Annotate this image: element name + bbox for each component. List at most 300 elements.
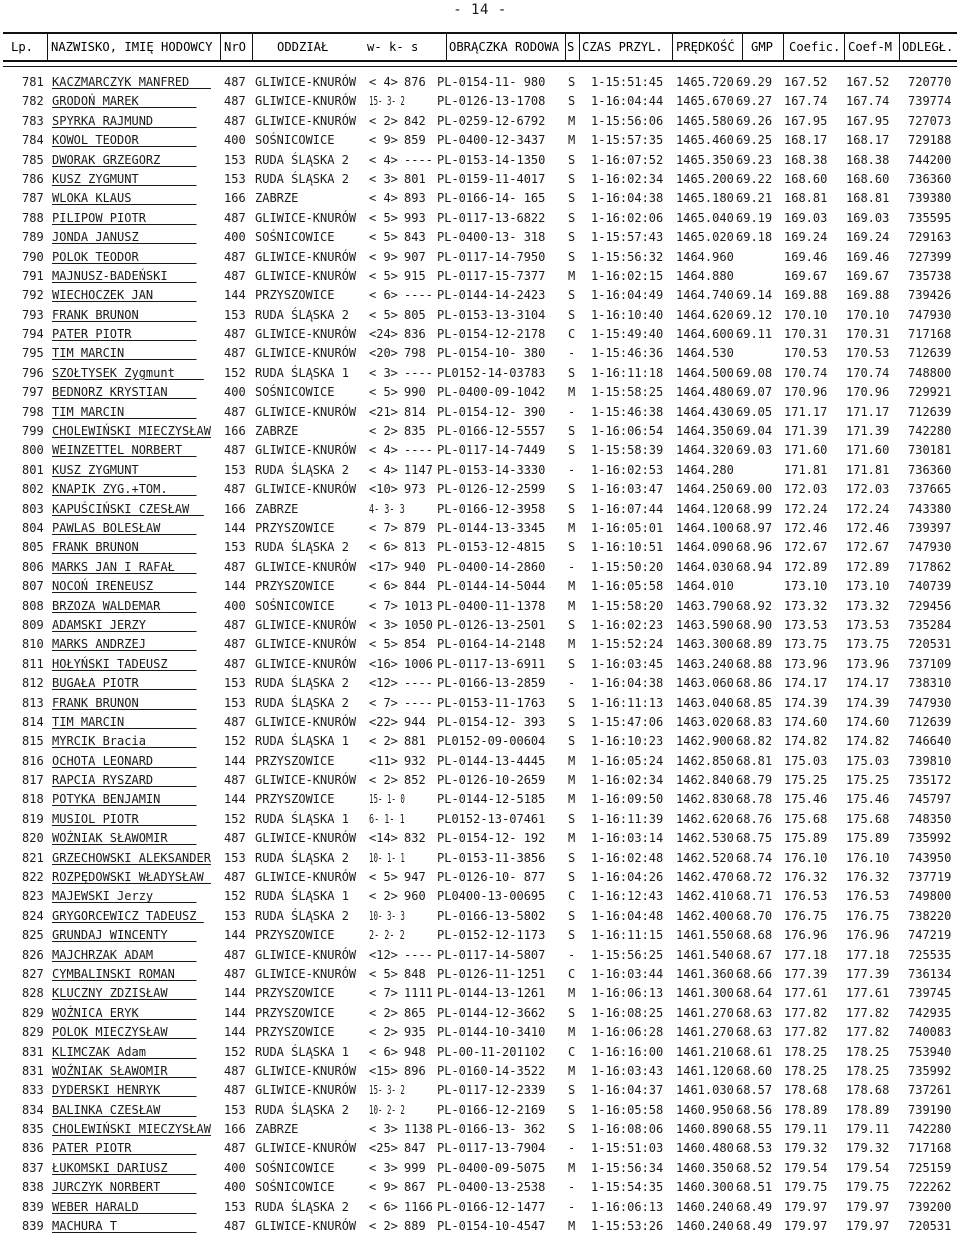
coef-value: 171.60 [784, 443, 828, 458]
coef-value: 179.32 [784, 1141, 828, 1156]
branch-number: 144 [224, 579, 246, 594]
sex-value: S [568, 1102, 576, 1117]
speed-value: 1462.850 [676, 753, 734, 768]
coef-value: 178.89 [784, 1102, 828, 1117]
branch-number: 153 [224, 676, 246, 691]
wks-value: ---- [404, 695, 433, 710]
row-lp: 809 [22, 617, 44, 632]
branch-name: RUDA ŚLĄSKA 1 [255, 1044, 349, 1059]
coefm-value: 176.32 [846, 870, 890, 885]
wks-value: 847 [404, 1141, 426, 1156]
table-row [0, 228, 960, 247]
speed-value: 1465.020 [676, 230, 734, 245]
wks-value: 881 [404, 734, 426, 749]
breeder-name: TIM MARCIN__________ [52, 346, 197, 361]
distance-value: 720531 [908, 637, 952, 652]
wks-value: 947 [404, 870, 426, 885]
speed-value: 1461.360 [676, 966, 734, 981]
breeder-name: KLUCZNY ZDZISŁAW____ [52, 986, 197, 1001]
coef-value: 169.03 [784, 210, 828, 225]
gmp-value: 69.07 [736, 385, 773, 400]
row-lp: 823 [22, 889, 44, 904]
wks-value: 876 [404, 75, 426, 89]
wks-value: < 6> [369, 288, 398, 303]
ring-number: PL-0400-13-2538 [437, 1180, 546, 1195]
coefm-value: 177.82 [846, 1005, 890, 1020]
coefm-value: 171.60 [846, 443, 890, 458]
breeder-name: KUSZ ZYGMUNT________ [52, 462, 197, 477]
speed-value: 1464.620 [676, 307, 734, 322]
wks-value: 1006 [404, 656, 433, 671]
sex-value: S [568, 365, 576, 380]
speed-value: 1462.830 [676, 792, 734, 807]
table-row [0, 1023, 960, 1042]
breeder-name: KLIMCZAK Adam_______ [52, 1044, 197, 1059]
branch-number: 153 [224, 1199, 246, 1214]
speed-value: 1464.010 [676, 579, 734, 594]
wks-value: <17> [369, 559, 398, 574]
header-separator [579, 34, 580, 60]
branch-number: 487 [224, 947, 246, 962]
gmp-value: 68.99 [736, 501, 773, 516]
table-row [0, 849, 960, 868]
ring-number: PL-0154-12- 393 [437, 714, 546, 729]
table-row [0, 1101, 960, 1120]
coefm-value: 175.89 [846, 831, 890, 846]
arrival-time: 1-15:46:38 [591, 404, 664, 419]
branch-name: ZABRZE [255, 1122, 299, 1137]
coef-value: 170.31 [784, 327, 828, 342]
gmp-value: 68.49 [736, 1219, 773, 1234]
gmp-value: 69.03 [736, 443, 773, 458]
row-lp: 785 [22, 152, 44, 167]
breeder-name: KACZMARCZYK MANFRED___ [52, 75, 211, 89]
row-lp: 838 [22, 1180, 44, 1195]
gmp-value: 68.53 [736, 1141, 773, 1156]
wks-value: 844 [404, 579, 426, 594]
branch-number: 152 [224, 734, 246, 749]
coefm-value: 179.97 [846, 1219, 890, 1234]
wks-value: <12> [369, 676, 398, 691]
gmp-value: 68.60 [736, 1063, 773, 1078]
branch-number: 153 [224, 540, 246, 555]
speed-value: 1460.300 [676, 1180, 734, 1195]
breeder-name: JURCZYK NORBERT_____ [52, 1180, 197, 1195]
wks-value: 10- 3- 3 [369, 908, 405, 923]
header-separator [899, 34, 900, 60]
coef-value: 167.74 [784, 94, 828, 109]
gmp-value: 68.83 [736, 714, 773, 729]
branch-name: GLIWICE-KNURÓW [255, 831, 357, 846]
arrival-time: 1-15:49:40 [591, 327, 664, 342]
branch-name: RUDA ŚLĄSKA 2 [255, 462, 349, 477]
arrival-time: 1-16:02:34 [591, 171, 664, 186]
distance-value: 725535 [908, 947, 952, 962]
distance-value: 747930 [908, 307, 952, 322]
row-lp: 829 [22, 1025, 44, 1040]
branch-number: 152 [224, 811, 246, 826]
arrival-time: 1-16:04:26 [591, 870, 664, 885]
speed-value: 1461.540 [676, 947, 734, 962]
row-lp: 825 [22, 928, 44, 943]
table-row [0, 829, 960, 848]
header-separator [446, 34, 447, 60]
wks-value: 907 [404, 249, 426, 264]
branch-name: PRZYSZOWICE [255, 986, 335, 1001]
wks-value: < 5> [369, 966, 398, 981]
gmp-value: 68.70 [736, 908, 773, 923]
sex-value: S [568, 695, 576, 710]
speed-value: 1465.580 [676, 113, 734, 128]
coef-value: 179.97 [784, 1219, 828, 1234]
ring-number: PL-0126-12-2599 [437, 482, 546, 497]
wks-value: < 6> [369, 1044, 398, 1059]
coefm-value: 176.96 [846, 928, 890, 943]
branch-number: 152 [224, 1044, 246, 1059]
coef-value: 169.46 [784, 249, 828, 264]
branch-name: ZABRZE [255, 501, 299, 516]
wks-value: < 3> [369, 365, 398, 380]
coefm-value: 172.89 [846, 559, 890, 574]
ring-number: PL-0166-12-2169 [437, 1102, 546, 1117]
coefm-value: 172.03 [846, 482, 890, 497]
sex-value: S [568, 230, 576, 245]
coef-value: 178.25 [784, 1044, 828, 1059]
branch-number: 166 [224, 1122, 246, 1137]
coefm-value: 178.89 [846, 1102, 890, 1117]
header-separator [672, 34, 673, 60]
gmp-value: 69.21 [736, 191, 773, 206]
distance-value: 727399 [908, 249, 952, 264]
wks-value: 993 [404, 210, 426, 225]
distance-value: 748350 [908, 811, 952, 826]
ring-number: PL-0144-14-2423 [437, 288, 546, 303]
arrival-time: 1-16:04:38 [591, 191, 664, 206]
ring-number: PL-0153-11-1763 [437, 695, 546, 710]
gmp-value: 69.25 [736, 133, 773, 148]
coefm-value: 168.17 [846, 133, 890, 148]
sex-value: S [568, 152, 576, 167]
branch-name: RUDA ŚLĄSKA 1 [255, 811, 349, 826]
wks-value: ---- [404, 947, 433, 962]
sex-value: S [568, 288, 576, 303]
branch-name: GLIWICE-KNURÓW [255, 1083, 357, 1098]
distance-value: 749800 [908, 889, 952, 904]
ring-number: PL-0166-12-5557 [437, 424, 546, 439]
speed-value: 1463.300 [676, 637, 734, 652]
coefm-value: 176.75 [846, 908, 890, 923]
branch-number: 487 [224, 870, 246, 885]
wks-value: < 2> [369, 1025, 398, 1040]
wks-value: < 5> [369, 210, 398, 225]
gmp-value: 68.79 [736, 773, 773, 788]
table-row [0, 92, 960, 111]
breeder-name: MUSIOL PIOTR________ [52, 811, 197, 826]
branch-number: 400 [224, 1160, 246, 1175]
wks-value: < 5> [369, 637, 398, 652]
arrival-time: 1-15:54:35 [591, 1180, 664, 1195]
distance-value: 735172 [908, 773, 952, 788]
sex-value: - [568, 1199, 576, 1214]
table-row [0, 344, 960, 363]
coef-value: 179.11 [784, 1122, 828, 1137]
table-row [0, 189, 960, 208]
wks-value: 6- 1- 1 [369, 811, 405, 826]
breeder-name: WIECHOCZEK JAN______ [52, 288, 197, 303]
ring-number: PL-0400-09-1042 [437, 385, 546, 400]
row-lp: 827 [22, 966, 44, 981]
row-lp: 784 [22, 133, 44, 148]
coef-value: 172.67 [784, 540, 828, 555]
header-name: NAZWISKO, IMIĘ HODOWCY [51, 40, 213, 54]
ring-number: PL-0153-13-3104 [437, 307, 546, 322]
wks-value: < 2> [369, 1219, 398, 1234]
branch-number: 487 [224, 1063, 246, 1078]
branch-name: GLIWICE-KNURÓW [255, 327, 357, 342]
arrival-time: 1-16:03:14 [591, 831, 664, 846]
wks-value: < 2> [369, 773, 398, 788]
row-lp: 831 [22, 1044, 44, 1059]
gmp-value: 69.18 [736, 230, 773, 245]
arrival-time: 1-16:05:24 [591, 753, 664, 768]
table-row [0, 1178, 960, 1197]
branch-number: 487 [224, 1141, 246, 1156]
breeder-name: KOWOL TEODOR________ [52, 133, 197, 148]
distance-value: 737665 [908, 482, 952, 497]
table-row [0, 597, 960, 616]
coef-value: 172.46 [784, 520, 828, 535]
branch-name: GLIWICE-KNURÓW [255, 346, 357, 361]
row-lp: 826 [22, 947, 44, 962]
speed-value: 1463.040 [676, 695, 734, 710]
coef-value: 167.95 [784, 113, 828, 128]
branch-number: 144 [224, 753, 246, 768]
speed-value: 1460.240 [676, 1219, 734, 1234]
branch-name: GLIWICE-KNURÓW [255, 714, 357, 729]
gmp-value: 69.12 [736, 307, 773, 322]
wks-value: < 6> [369, 540, 398, 555]
wks-value: < 4> [369, 75, 398, 89]
branch-number: 144 [224, 1025, 246, 1040]
branch-name: SOŚNICOWICE [255, 598, 335, 613]
gmp-value: 68.86 [736, 676, 773, 691]
ring-number: PL-0400-09-5075 [437, 1160, 546, 1175]
coefm-value: 173.96 [846, 656, 890, 671]
distance-value: 712639 [908, 346, 952, 361]
distance-value: 739380 [908, 191, 952, 206]
sex-value: S [568, 171, 576, 186]
sex-value: S [568, 307, 576, 322]
breeder-name: SZOŁTYSEK Zygmunt ___ [52, 365, 204, 380]
distance-value: 739774 [908, 94, 952, 109]
breeder-name: BALINKA CZESŁAW_____ [52, 1102, 197, 1117]
coefm-value: 169.03 [846, 210, 890, 225]
wks-value: < 9> [369, 249, 398, 264]
breeder-name: WEBER HARALD________ [52, 1199, 197, 1214]
branch-name: RUDA ŚLĄSKA 2 [255, 1102, 349, 1117]
row-lp: 824 [22, 908, 44, 923]
coef-value: 173.96 [784, 656, 828, 671]
sex-value: C [568, 966, 576, 981]
gmp-value: 68.67 [736, 947, 773, 962]
branch-number: 153 [224, 908, 246, 923]
speed-value: 1465.720 [676, 75, 734, 89]
branch-number: 487 [224, 966, 246, 981]
table-row [0, 441, 960, 460]
breeder-name: BUGAŁA PIOTR________ [52, 676, 197, 691]
coef-value: 179.75 [784, 1180, 828, 1195]
distance-value: 735595 [908, 210, 952, 225]
breeder-name: KUSZ ZYGMUNT________ [52, 171, 197, 186]
gmp-value: 68.52 [736, 1160, 773, 1175]
branch-number: 152 [224, 889, 246, 904]
row-lp: 799 [22, 424, 44, 439]
sex-value: S [568, 501, 576, 516]
sex-value: - [568, 947, 576, 962]
branch-number: 166 [224, 501, 246, 516]
coefm-value: 176.10 [846, 850, 890, 865]
wks-value: < 2> [369, 424, 398, 439]
branch-name: RUDA ŚLĄSKA 2 [255, 695, 349, 710]
breeder-name: FRANK BRUNON________ [52, 307, 197, 322]
sex-value: M [568, 1063, 576, 1078]
table-row [0, 946, 960, 965]
branch-number: 487 [224, 94, 246, 109]
arrival-time: 1-15:51:03 [591, 1141, 664, 1156]
speed-value: 1464.280 [676, 462, 734, 477]
distance-value: 747219 [908, 928, 952, 943]
branch-number: 487 [224, 443, 246, 458]
breeder-name: POTYKA BENJAMIN_____ [52, 792, 197, 807]
ring-number: PL-0117-13-6822 [437, 210, 546, 225]
wks-value: <15> [369, 1063, 398, 1078]
gmp-value: 68.76 [736, 811, 773, 826]
branch-name: SOŚNICOWICE [255, 133, 335, 148]
coefm-value: 171.81 [846, 462, 890, 477]
table-row [0, 713, 960, 732]
gmp-value: 69.04 [736, 424, 773, 439]
coef-value: 176.10 [784, 850, 828, 865]
wks-value: < 2> [369, 1005, 398, 1020]
coefm-value: 168.60 [846, 171, 890, 186]
wks-value: 836 [404, 327, 426, 342]
branch-name: PRZYSZOWICE [255, 792, 335, 807]
wks-value: < 4> [369, 462, 398, 477]
distance-value: 745797 [908, 792, 952, 807]
breeder-name: WLOKA KLAUS_________ [52, 191, 197, 206]
header-nro: NrO [224, 40, 247, 54]
wks-value: < 9> [369, 1180, 398, 1195]
coefm-value: 178.25 [846, 1044, 890, 1059]
ring-number: PL-0144-10-3410 [437, 1025, 546, 1040]
distance-value: 736360 [908, 171, 952, 186]
table-row [0, 907, 960, 926]
wks-value: 4- 3- 3 [369, 501, 405, 516]
coefm-value: 170.96 [846, 385, 890, 400]
arrival-time: 1-15:50:20 [591, 559, 664, 574]
speed-value: 1464.250 [676, 482, 734, 497]
sex-value: M [568, 753, 576, 768]
branch-name: GLIWICE-KNURÓW [255, 404, 357, 419]
arrival-time: 1-16:03:45 [591, 656, 664, 671]
distance-value: 740739 [908, 579, 952, 594]
row-lp: 839 [22, 1219, 44, 1234]
coef-value: 173.32 [784, 598, 828, 613]
sex-value: - [568, 676, 576, 691]
coefm-value: 170.10 [846, 307, 890, 322]
header-separator [252, 34, 253, 60]
speed-value: 1461.270 [676, 1005, 734, 1020]
coef-value: 175.89 [784, 831, 828, 846]
row-lp: 796 [22, 365, 44, 380]
branch-name: SOŚNICOWICE [255, 1180, 335, 1195]
arrival-time: 1-15:58:39 [591, 443, 664, 458]
table-row [0, 383, 960, 402]
wks-value: 973 [404, 482, 426, 497]
table-header [3, 32, 957, 62]
branch-number: 487 [224, 210, 246, 225]
results-table-body [0, 73, 960, 1236]
branch-number: 487 [224, 831, 246, 846]
wks-value: 1013 [404, 598, 433, 613]
arrival-time: 1-16:10:23 [591, 734, 664, 749]
arrival-time: 1-16:07:52 [591, 152, 664, 167]
row-lp: 804 [22, 520, 44, 535]
table-row [0, 1062, 960, 1081]
breeder-name: POLOK TEODOR________ [52, 249, 197, 264]
wks-value: 915 [404, 268, 426, 283]
row-lp: 781 [22, 75, 44, 89]
arrival-time: 1-16:04:37 [591, 1083, 664, 1098]
header-separator [565, 34, 566, 60]
coefm-value: 174.17 [846, 676, 890, 691]
coefm-value: 173.10 [846, 579, 890, 594]
table-row [0, 616, 960, 635]
sex-value: S [568, 482, 576, 497]
coefm-value: 179.11 [846, 1122, 890, 1137]
gmp-value: 69.29 [736, 75, 773, 89]
table-row [0, 674, 960, 693]
distance-value: 737719 [908, 870, 952, 885]
coef-value: 172.03 [784, 482, 828, 497]
distance-value: 736134 [908, 966, 952, 981]
arrival-time: 1-16:10:40 [591, 307, 664, 322]
sex-value: S [568, 908, 576, 923]
row-lp: 782 [22, 94, 44, 109]
speed-value: 1460.240 [676, 1199, 734, 1214]
branch-name: GLIWICE-KNURÓW [255, 1219, 357, 1234]
coef-value: 169.88 [784, 288, 828, 303]
breeder-name: ADAMSKI JERZY_______ [52, 617, 197, 632]
sex-value: S [568, 850, 576, 865]
gmp-value: 68.63 [736, 1025, 773, 1040]
distance-value: 712639 [908, 714, 952, 729]
table-row [0, 73, 960, 92]
wks-value: 896 [404, 1063, 426, 1078]
wks-value: < 7> [369, 520, 398, 535]
ring-number: PL-0126-10-2659 [437, 773, 546, 788]
arrival-time: 1-16:07:44 [591, 501, 664, 516]
ring-number: PL-0117-12-2339 [437, 1083, 546, 1098]
speed-value: 1462.520 [676, 850, 734, 865]
gmp-value: 68.88 [736, 656, 773, 671]
row-lp: 811 [22, 656, 44, 671]
table-row [0, 752, 960, 771]
branch-name: GLIWICE-KNURÓW [255, 773, 357, 788]
gmp-value: 68.75 [736, 831, 773, 846]
distance-value: 722262 [908, 1180, 952, 1195]
ring-number: PL-0126-13-2501 [437, 617, 546, 632]
